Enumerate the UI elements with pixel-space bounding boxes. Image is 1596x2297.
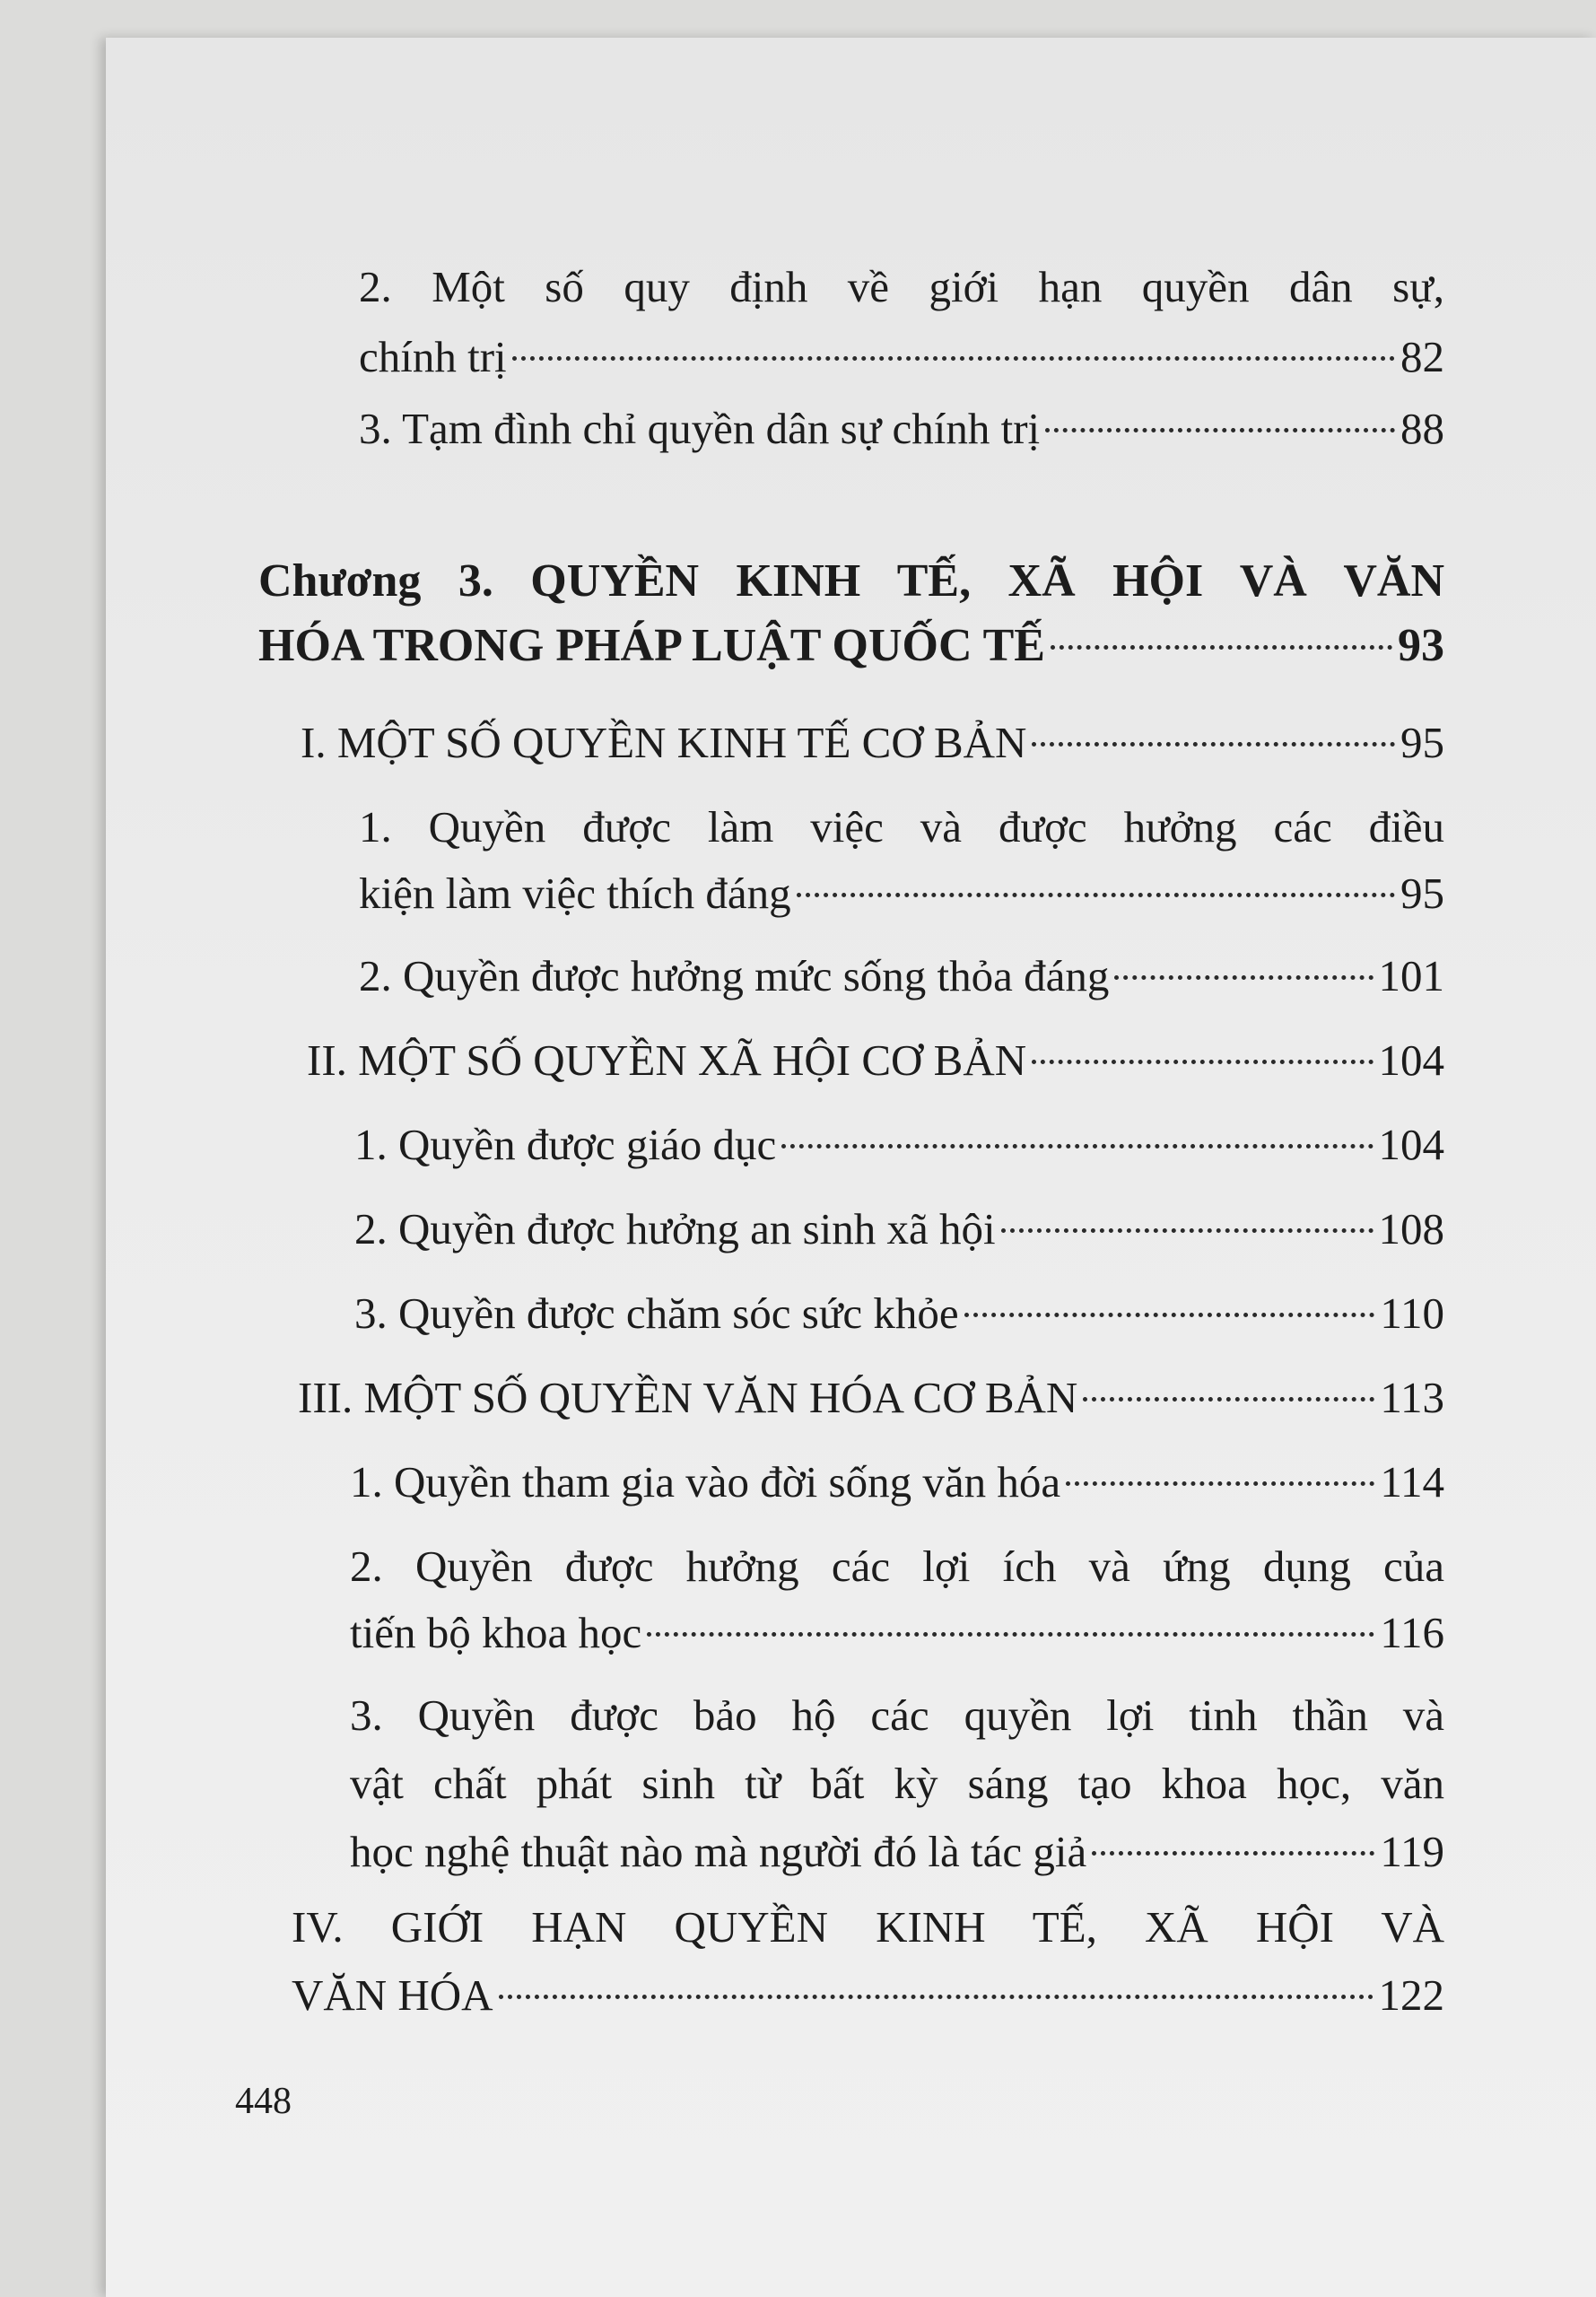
toc-leader-dots <box>1066 1481 1374 1486</box>
toc-leader-dots <box>1001 1228 1374 1233</box>
toc-entry <box>354 1113 1444 1177</box>
toc-entry-text: VĂN HÓA <box>292 1970 493 2020</box>
toc-leader-dots <box>1092 1851 1374 1856</box>
toc-entry-text: 1. Quyền được làm việc và được hưởng các điều <box>359 802 1444 852</box>
toc-page-number: 88 <box>1400 404 1444 453</box>
toc-leader-dots <box>647 1632 1374 1637</box>
toc-entry <box>350 1683 1444 1884</box>
toc-leader-dots <box>781 1144 1373 1148</box>
toc-page-number: 122 <box>1378 1970 1444 2020</box>
toc-entry-text: 3. Quyền được chăm sóc sức khỏe <box>354 1288 959 1338</box>
toc-leader-dots <box>1114 975 1373 980</box>
toc-entry-text: III. MỘT SỐ QUYỀN VĂN HÓA CƠ BẢN <box>298 1373 1078 1422</box>
toc-leader-dots <box>964 1313 1375 1317</box>
toc-entry-text: 3. Tạm đình chỉ quyền dân sự chính trị <box>359 404 1041 453</box>
toc-page-number: 93 <box>1398 620 1444 671</box>
toc-entry <box>359 795 1444 926</box>
toc-entry-text: 3. Quyền được bảo hộ các quyền lợi tinh thần và <box>350 1690 1444 1740</box>
toc-entry-text: I. MỘT SỐ QUYỀN KINH TẾ CƠ BẢN <box>301 718 1027 767</box>
toc-entry <box>359 255 1444 389</box>
toc-page-number: 114 <box>1380 1457 1444 1507</box>
toc-page-number: 113 <box>1380 1373 1444 1422</box>
toc-leader-dots <box>1045 428 1395 432</box>
toc-entry-text: II. MỘT SỐ QUYỀN XÃ HỘI CƠ BẢN <box>307 1035 1027 1085</box>
toc-entry-text: HÓA TRONG PHÁP LUẬT QUỐC TẾ <box>258 620 1045 671</box>
toc-page-number: 116 <box>1380 1608 1444 1657</box>
toc-entry-text: vật chất phát sinh từ bất kỳ sáng tạo khoa học, văn <box>350 1759 1444 1808</box>
toc-entry <box>350 1534 1444 1665</box>
toc-leader-dots <box>1032 1060 1373 1064</box>
toc-entry-text: 1. Quyền tham gia vào đời sống văn hóa <box>350 1457 1061 1507</box>
toc-entry-text: 2. Quyền được hưởng mức sống thỏa đáng <box>359 951 1110 1000</box>
toc-section <box>307 1028 1444 1093</box>
toc-leader-dots <box>1032 742 1395 747</box>
toc-page-number: 104 <box>1378 1120 1444 1169</box>
toc-section <box>301 711 1444 775</box>
toc-leader-dots <box>1051 645 1392 650</box>
toc-leader-dots <box>512 356 1395 361</box>
toc-page-number: 108 <box>1378 1204 1444 1253</box>
toc-entry-text: 2. Quyền được hưởng an sinh xã hội <box>354 1204 996 1253</box>
toc-page-number: 95 <box>1400 869 1444 918</box>
toc-leader-dots <box>1083 1397 1374 1402</box>
toc-entry-text: IV. GIỚI HẠN QUYỀN KINH TẾ, XÃ HỘI VÀ <box>292 1902 1444 1952</box>
toc-entry <box>354 1281 1444 1346</box>
toc-leader-dots <box>499 1995 1374 1999</box>
page-number: 448 <box>235 2081 292 2122</box>
toc-leader-dots <box>797 893 1395 897</box>
toc-entry-text: chính trị <box>359 332 507 381</box>
toc-page-number: 95 <box>1400 718 1444 767</box>
toc-entry-text: Chương 3. QUYỀN KINH TẾ, XÃ HỘI VÀ VĂN <box>258 555 1444 607</box>
toc-entry-text: 2. Một số quy định về giới hạn quyền dân sự, <box>359 262 1444 311</box>
toc-entry <box>350 1450 1444 1515</box>
toc-section <box>298 1366 1444 1430</box>
toc-page-number: 110 <box>1380 1288 1444 1338</box>
toc-page-number: 101 <box>1378 951 1444 1000</box>
toc-entry <box>354 1197 1444 1262</box>
toc-page-number: 104 <box>1378 1035 1444 1085</box>
toc-entry-text: học nghệ thuật nào mà người đó là tác giả <box>350 1827 1087 1876</box>
toc-entry-text: tiến bộ khoa học <box>350 1608 642 1657</box>
toc-entry <box>359 944 1444 1009</box>
toc-entry <box>359 397 1444 461</box>
toc-section <box>292 1895 1444 2028</box>
toc-entry-text: kiện làm việc thích đáng <box>359 869 791 918</box>
toc-entry-text: 2. Quyền được hưởng các lợi ích và ứng dụng của <box>350 1542 1444 1591</box>
toc-chapter-heading <box>258 549 1444 678</box>
toc-page-number: 82 <box>1400 332 1444 381</box>
toc-page-number: 119 <box>1380 1827 1444 1876</box>
toc-entry-text: 1. Quyền được giáo dục <box>354 1120 777 1169</box>
